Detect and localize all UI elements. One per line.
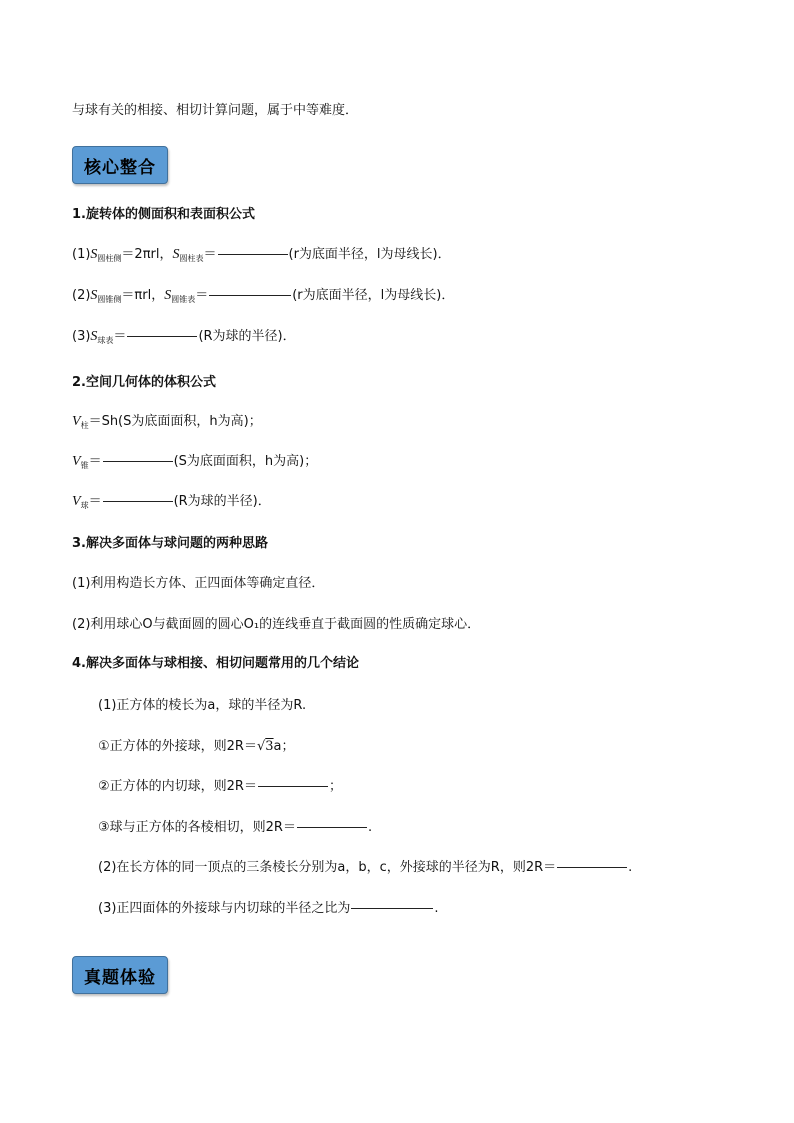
statement-text: (3)正四面体的外接球与内切球的半径之比为 (98, 901, 351, 916)
formula-note: (S为底面面积，h为高)； (173, 454, 318, 469)
formula-note: (R为球的半径)． (198, 329, 296, 344)
p2-item-2 (72, 453, 317, 475)
intro-text: 与球有关的相接、相切计算问题，属于中等难度． (72, 103, 359, 118)
symbol: S (90, 288, 98, 303)
fill-blank[interactable] (103, 501, 173, 502)
symbol: V (72, 494, 81, 509)
p4-item-inscribed (98, 778, 342, 796)
formula-text: ＝2πrl， (121, 247, 173, 262)
formula-note: (r为底面半径，l为母线长)． (292, 288, 455, 303)
equals: ＝ (203, 247, 217, 262)
p4-item-circumscribed (98, 738, 295, 756)
radicand: 3 (265, 739, 274, 754)
equals: ＝ (195, 288, 209, 303)
subscript: 圆柱表 (179, 254, 204, 263)
subscript: 球表 (97, 336, 114, 345)
subscript: 圆锥表 (171, 295, 196, 304)
p1-title: 1.旋转体的侧面积和表面积公式 (72, 207, 255, 222)
fill-blank[interactable] (103, 461, 173, 462)
p2-item-1 (72, 413, 262, 435)
p4-item-edge-tangent (98, 819, 372, 837)
symbol: V (72, 414, 81, 429)
statement-tail: ； (328, 779, 342, 794)
section-heading-exam (72, 956, 168, 994)
symbol: S (164, 288, 172, 303)
p2-title: 2.空间几何体的体积公式 (72, 375, 216, 390)
statement-tail: . (367, 820, 373, 835)
section-heading-core (72, 146, 168, 184)
symbol: V (72, 454, 81, 469)
p3-item-1: (1)利用构造长方体、正四面体等确定直径． (72, 576, 325, 591)
statement-text: (2)在长方体的同一顶点的三条棱长分别为a，b，c，外接球的半径为R，则2R＝ (98, 860, 557, 875)
p1-item-1 (72, 246, 451, 268)
formula-note: (r为底面半径，l为母线长)． (288, 247, 451, 262)
equals: ＝ (88, 494, 102, 509)
formula-text: ＝Sh(S为底面面积，h为高)； (88, 414, 262, 429)
statement-tail: . (628, 860, 633, 875)
formula-note: (R为球的半径)． (173, 494, 271, 509)
subscript: 柱 (80, 421, 89, 430)
statement-text: ①正方体的外接球，则2R＝ (98, 739, 257, 754)
symbol: S (90, 247, 98, 262)
statement-tail: a； (273, 739, 295, 754)
section-heading-label: 真题体验 (84, 967, 156, 988)
p1-item-3 (72, 328, 296, 350)
p3-title: 3.解决多面体与球问题的两种思路 (72, 536, 268, 551)
section-heading-label: 核心整合 (84, 157, 156, 178)
item-label: (1) (72, 247, 91, 262)
symbol: S (172, 247, 180, 262)
subscript: 球 (80, 501, 89, 510)
formula-text: ＝πrl， (121, 288, 165, 303)
p2-item-3 (72, 493, 271, 515)
statement-tail: . (434, 901, 439, 916)
equals: ＝ (88, 454, 102, 469)
fill-blank[interactable] (557, 867, 627, 868)
fill-blank[interactable] (351, 908, 433, 909)
symbol: S (90, 329, 98, 344)
p3-item-2: (2)利用球心O与截面圆的圆心O₁的连线垂直于截面圆的性质确定球心． (72, 617, 481, 632)
p4-item-tetrahedron (98, 900, 439, 918)
fill-blank[interactable] (218, 254, 288, 255)
fill-blank[interactable] (127, 336, 197, 337)
subscript: 圆锥侧 (97, 295, 122, 304)
p4-item-cuboid (98, 859, 632, 877)
fill-blank[interactable] (297, 827, 367, 828)
fill-blank[interactable] (258, 786, 328, 787)
p4-title: 4.解决多面体与球相接、相切问题常用的几个结论 (72, 656, 359, 671)
statement-text: ②正方体的内切球，则2R＝ (98, 779, 257, 794)
equals: ＝ (113, 329, 127, 344)
p4-item-cube: (1)正方体的棱长为a，球的半径为R. (98, 698, 307, 713)
item-label: (2) (72, 288, 91, 303)
subscript: 锥 (80, 461, 89, 470)
statement-text: ③球与正方体的各棱相切，则2R＝ (98, 820, 296, 835)
p1-item-2 (72, 287, 454, 309)
sqrt-expression: √3 (256, 739, 274, 754)
subscript: 圆柱侧 (97, 254, 122, 263)
item-label: (3) (72, 329, 91, 344)
fill-blank[interactable] (209, 295, 291, 296)
